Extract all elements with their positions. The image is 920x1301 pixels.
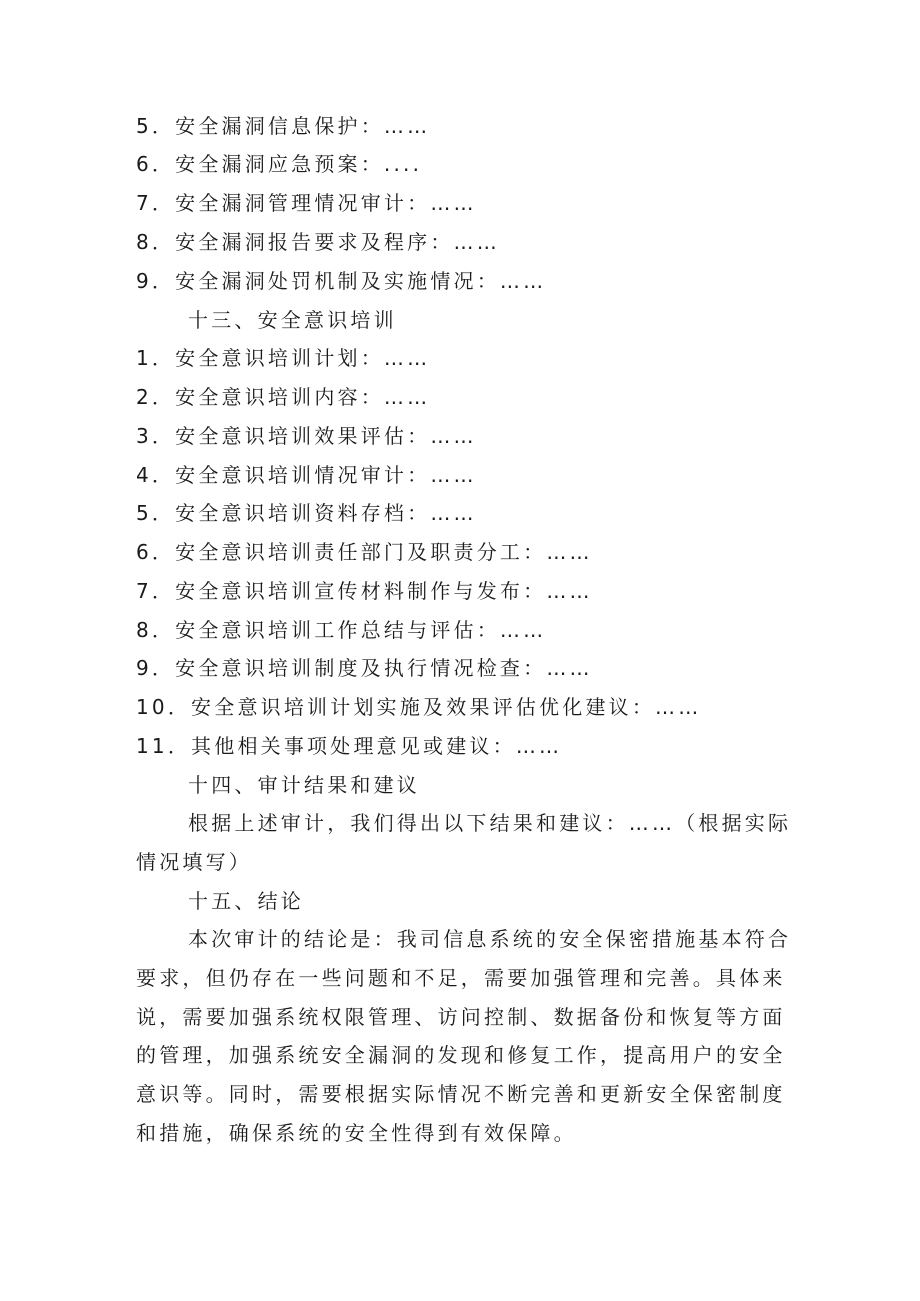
list-item-vuln-6: 6．安全漏洞应急预案：.... [136, 152, 423, 176]
list-item-training-9: 9．安全意识培训制度及执行情况检查：…… [136, 656, 593, 680]
list-item-training-4: 4．安全意识培训情况审计：…… [136, 463, 477, 487]
list-item-training-5: 5．安全意识培训资料存档：…… [136, 501, 477, 525]
list-item-training-6: 6．安全意识培训责任部门及职责分工：…… [136, 540, 593, 564]
section-heading-14: 十四、审计结果和建议 [188, 773, 420, 797]
list-item-training-8: 8．安全意识培训工作总结与评估：…… [136, 618, 547, 642]
paragraph-audit-results: 根据上述审计，我们得出以下结果和建议：……（根据实际情况填写） [136, 811, 792, 874]
list-item-training-1: 1．安全意识培训计划：…… [136, 346, 431, 370]
list-item-training-10: 10．安全意识培训计划实施及效果评估优化建议：…… [136, 695, 702, 719]
list-item-training-2: 2．安全意识培训内容：…… [136, 385, 431, 409]
list-item-vuln-5: 5．安全漏洞信息保护：…… [136, 114, 431, 138]
list-item-training-7: 7．安全意识培训宣传材料制作与发布：…… [136, 579, 593, 603]
list-item-vuln-9: 9．安全漏洞处罚机制及实施情况：…… [136, 269, 547, 293]
section-heading-15: 十五、结论 [188, 889, 304, 913]
list-item-training-11: 11．其他相关事项处理意见或建议：…… [136, 734, 563, 758]
paragraph-conclusion: 本次审计的结论是：我司信息系统的安全保密措施基本符合要求，但仍存在一些问题和不足，需要加强管理和完善。具体来说，需要加强系统权限管理、访问控制、数据备份和恢复等方面的管理，加强系统安全漏洞的发现和修复工作，提高用户的安全意识等。同时，需要根据实际情况不断完善和更新安全保密制度和措施，确保系统的安全性得到有效保障。 [136, 927, 792, 1145]
list-item-training-3: 3．安全意识培训效果评估：…… [136, 424, 477, 448]
section-heading-13: 十三、安全意识培训 [188, 308, 397, 332]
list-item-vuln-8: 8．安全漏洞报告要求及程序：…… [136, 230, 500, 254]
list-item-vuln-7: 7．安全漏洞管理情况审计：…… [136, 191, 477, 215]
